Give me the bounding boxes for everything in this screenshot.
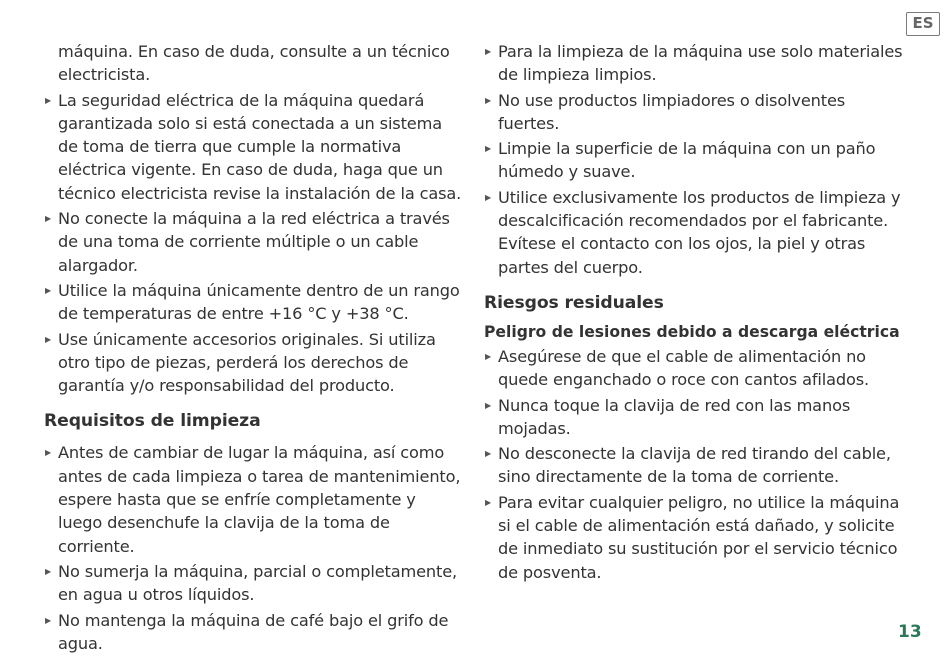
bullet-arrow-icon: ▶ [485, 400, 492, 410]
bullet-arrow-icon: ▶ [485, 47, 492, 56]
list-item-text: Use únicamente accesorios originales. Si utiliza otro tipo de piezas, perderá los derechos de garantía y/o responsabilidad del producto. [58, 329, 436, 396]
bullet-arrow-icon: ▶ [45, 566, 52, 576]
risks-heading: Riesgos residuales [484, 292, 664, 313]
bullet-arrow-icon: ▶ [485, 95, 492, 105]
list-item-text: Utilice exclusivamente los productos de limpieza y descalcificación recomendados por el fabricante. Evítese el contacto con los ojos, la piel y otras partes del cuerpo. [498, 187, 901, 277]
intro-text: máquina. En caso de duda, consulte a un técnico electricista. [58, 42, 450, 85]
list-item [484, 394, 904, 441]
list-item [484, 345, 904, 392]
bullet-arrow-icon: ▶ [485, 144, 492, 154]
cleaning-heading: Requisitos de limpieza [44, 411, 261, 432]
list-item-text: No sumerja la máquina, parcial o completamente, en agua u otros líquidos. [58, 561, 458, 605]
list-item [44, 207, 464, 277]
bullet-arrow-icon: ▶ [45, 448, 52, 458]
left-column [44, 40, 464, 657]
right-column [484, 40, 904, 586]
bullet-arrow-icon: ▶ [45, 95, 52, 105]
list-item [484, 491, 904, 584]
language-badge: ES [906, 12, 940, 36]
list-item-text: Para evitar cualquier peligro, no utilice la máquina si el cable de alimentación está dañado, y solicite de inmediato su sustitución por el servicio técnico de posventa. [498, 492, 900, 582]
list-item-text: Para la limpieza de la máquina use solo materiales de limpieza limpios. [498, 42, 903, 85]
list-item-text: La seguridad eléctrica de la máquina quedará garantizada solo si está conectada a un sistema de toma de tierra que cumple la normativa eléctrica vigente. En caso de duda, haga que un técnico electricista revise la instalación de la casa. [58, 90, 462, 203]
list-item-text: Limpie la superficie de la máquina con un paño húmedo y suave. [498, 139, 876, 182]
bullet-arrow-icon: ▶ [45, 334, 52, 344]
list-item-text: No desconecte la clavija de red tirando del cable, sino directamente de la toma de corriente. [498, 444, 891, 487]
list-item [44, 328, 464, 398]
list-item [44, 609, 464, 656]
list-item-text: No mantenga la máquina de café bajo el grifo de agua. [58, 610, 449, 653]
list-item-text: Antes de cambiar de lugar la máquina, así como antes de cada limpieza o tarea de mantenimiento, espere hasta que se enfríe completamente y luego desenchufe la clavija de la toma de corriente. [58, 443, 461, 556]
list-item [484, 137, 904, 184]
bullet-arrow-icon: ▶ [485, 449, 492, 459]
list-item [44, 89, 464, 205]
list-item [44, 560, 464, 607]
list-item [484, 186, 904, 279]
bullet-arrow-icon: ▶ [45, 214, 52, 224]
list-item [484, 89, 904, 136]
list-item [484, 442, 904, 489]
list-item [484, 40, 904, 87]
bullet-arrow-icon: ▶ [485, 192, 492, 202]
list-item-text: Asegúrese de que el cable de alimentación no quede enganchado o roce con cantos afilados. [498, 346, 870, 390]
list-item-text: Utilice la máquina únicamente dentro de un rango de temperaturas de entre +16 °C y +38 °C. [58, 280, 460, 324]
list-item-text: No use productos limpiadores o disolventes fuertes. [498, 90, 846, 133]
list-item-text: Nunca toque la clavija de red con las manos mojadas. [498, 395, 851, 438]
list-item [44, 441, 464, 557]
page-number: 13 [898, 622, 922, 642]
list-item-text: No conecte la máquina a la red eléctrica a través de una toma de corriente múltiple o un cable alargador. [58, 209, 450, 275]
bullet-arrow-icon: ▶ [45, 615, 52, 625]
risks-subheading: Peligro de lesiones debido a descarga eléctrica [484, 322, 900, 341]
bullet-arrow-icon: ▶ [45, 285, 52, 295]
bullet-arrow-icon: ▶ [485, 497, 492, 507]
list-item [44, 279, 464, 326]
bullet-arrow-icon: ▶ [485, 351, 492, 361]
